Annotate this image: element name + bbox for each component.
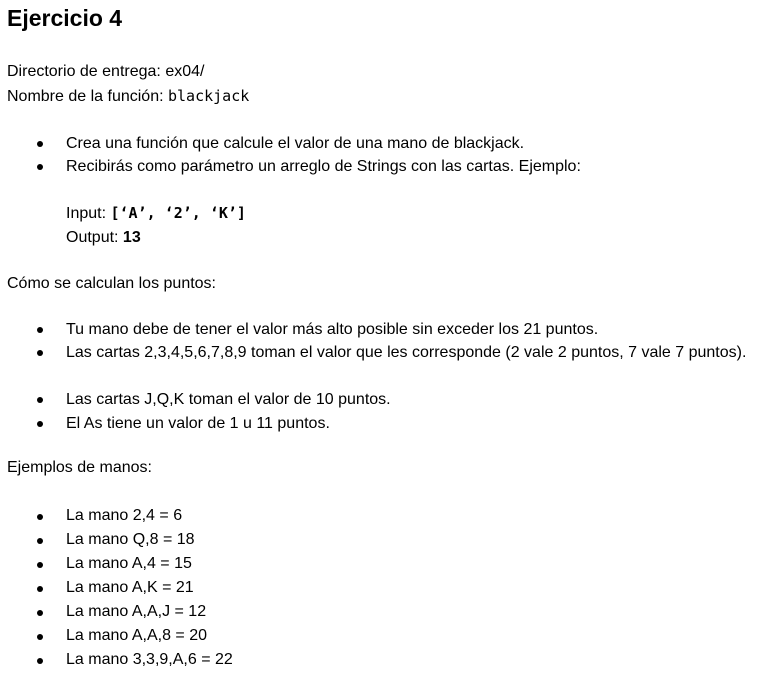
bullet-icon <box>37 586 43 592</box>
directory-label: Directorio de entrega: <box>7 63 166 80</box>
output-value: 13 <box>122 229 141 246</box>
bullet-icon <box>37 538 43 544</box>
rule-item: Las cartas J,Q,K toman el valor de 10 puntos. <box>66 391 391 408</box>
function-label: Nombre de la función: <box>7 88 168 105</box>
input-label: Input: <box>66 205 111 222</box>
example-hand: La mano 2,4 = 6 <box>66 507 183 524</box>
example-hand: La mano A,4 = 15 <box>66 555 192 572</box>
example-hand: La mano A,K = 21 <box>66 579 194 596</box>
examples-heading: Ejemplos de manos: <box>7 459 152 476</box>
function-name-line <box>7 86 249 107</box>
example-output <box>66 226 141 250</box>
bullet-icon <box>37 634 43 640</box>
bullet-icon <box>37 610 43 616</box>
description-item: Recibirás como parámetro un arreglo de Strings con las cartas. Ejemplo: <box>66 158 581 175</box>
example-input <box>66 202 246 226</box>
directory-line <box>7 62 204 82</box>
bullet-icon <box>37 397 43 403</box>
example-hand: La mano A,A,J = 12 <box>66 603 207 620</box>
rule-item: Las cartas 2,3,4,5,6,7,8,9 toman el valor que les corresponde (2 vale 2 puntos, 7 vale 7 puntos). <box>66 344 747 361</box>
input-value: [‘A’, ‘2’, ‘K’] <box>110 204 246 222</box>
function-value: blackjack <box>167 87 250 105</box>
output-label: Output: <box>66 229 123 246</box>
rule-item: Tu mano debe de tener el valor más alto posible sin exceder los 21 puntos. <box>66 321 599 338</box>
rule-item: El As tiene un valor de 1 u 11 puntos. <box>66 415 330 432</box>
rules-heading: Cómo se calculan los puntos: <box>7 275 216 292</box>
bullet-icon <box>37 350 43 356</box>
bullet-icon <box>37 562 43 568</box>
example-hand: La mano Q,8 = 18 <box>66 531 195 548</box>
bullet-icon <box>37 141 43 147</box>
bullet-icon <box>37 514 43 520</box>
example-hand: La mano 3,3,9,A,6 = 22 <box>66 651 233 668</box>
page-title: Ejercicio 4 <box>7 5 123 31</box>
description-item: Crea una función que calcule el valor de una mano de blackjack. <box>66 135 525 152</box>
bullet-icon <box>37 658 43 664</box>
bullet-icon <box>37 327 43 333</box>
bullet-icon <box>37 164 43 170</box>
bullet-icon <box>37 421 43 427</box>
example-hand: La mano A,A,8 = 20 <box>66 627 207 644</box>
directory-value: ex04/ <box>165 63 205 80</box>
